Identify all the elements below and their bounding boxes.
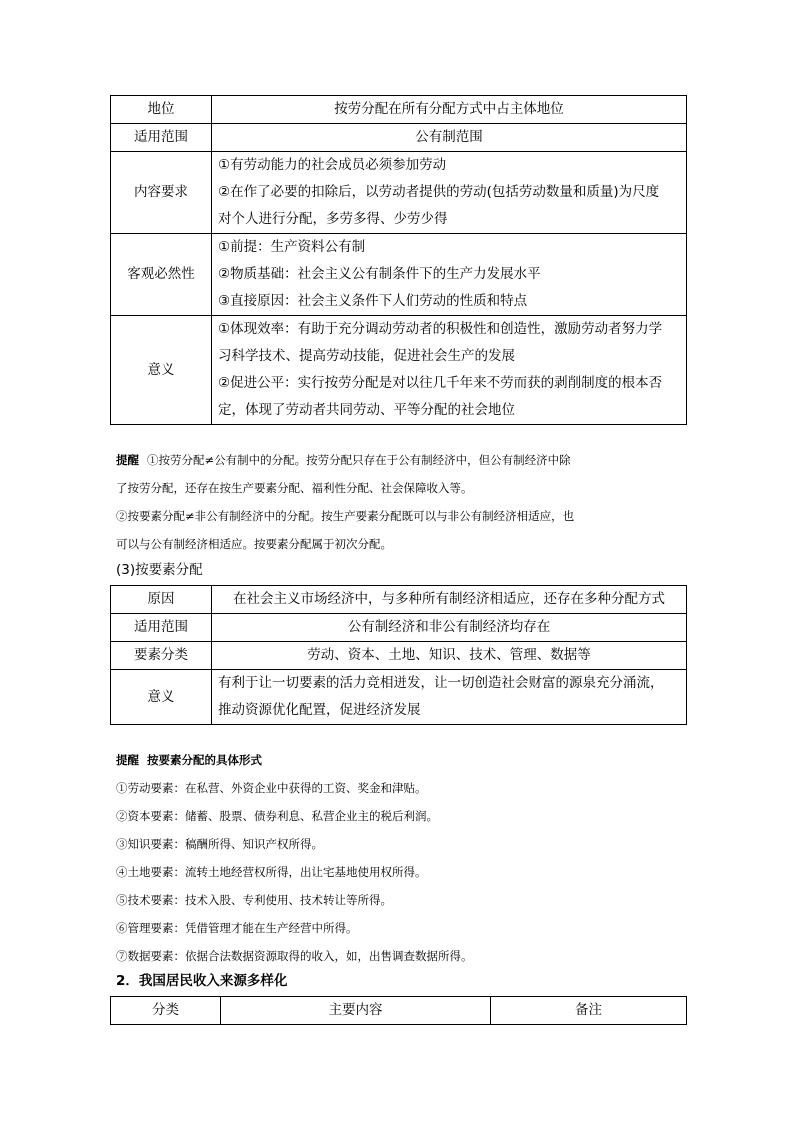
table-row [111,152,687,234]
tip-note-1 [116,446,688,558]
table-row [111,234,687,316]
table-row [111,316,687,425]
tip-line: 可以与公有制经济相适应。按要素分配属于初次分配。 [116,537,392,551]
row-label: 意义 [111,670,212,725]
list-item: ③知识要素：稿酬所得、知识产权所得。 [116,837,323,851]
row-label: 内容要求 [111,152,212,234]
list-item: ④土地要素：流转土地经营权所得，出让宅基地使用权所得。 [116,865,427,879]
section-heading: (3)按要素分配 [116,562,203,578]
list-item: ⑦数据要素：依据合法数据资源取得的收入，如，出售调查数据所得。 [116,949,473,963]
tip-line: 了按劳分配，还存在按生产要素分配、福利性分配、社会保障收入等。 [116,481,473,495]
section-heading: 2．我国居民收入来源多样化 [116,973,288,989]
row-label: 意义 [111,316,212,425]
row-content: 公有制经济和非公有制经济均存在 [212,614,687,642]
table-distribution-by-labor [110,95,687,425]
list-item: ⑥管理要素：凭借管理才能在生产经营中所得。 [116,921,358,935]
row-content: 劳动、资本、土地、知识、技术、管理、数据等 [212,642,687,670]
table-row [111,614,687,642]
list-item: ②资本要素：储蓄、股票、债券利息、私营企业主的税后利润。 [116,809,438,823]
table-income-sources [110,996,687,1025]
table-header-row [111,997,687,1025]
row-label: 适用范围 [111,124,212,152]
table-row [111,586,687,614]
column-header: 分类 [111,997,221,1025]
tip-label: 提醒 [116,753,139,767]
row-content: 在社会主义市场经济中，与多种所有制经济相适应，还存在多种分配方式 [212,586,687,614]
column-header: 主要内容 [221,997,491,1025]
column-header: 备注 [491,997,687,1025]
table-row [111,642,687,670]
row-content: 公有制范围 [212,124,687,152]
row-label: 原因 [111,586,212,614]
list-item: ①劳动要素：在私营、外资企业中获得的工资、奖金和津贴。 [116,781,427,795]
row-label: 要素分类 [111,642,212,670]
row-content: ①有劳动能力的社会成员必须参加劳动 ②在作了必要的扣除后，以劳动者提供的劳动(包括劳动数量和质量)为尺度 对个人进行分配，多劳多得、少劳少得 [212,152,687,234]
row-content: ①前提：生产资料公有制 ②物质基础：社会主义公有制条件下的生产力发展水平 ③直接原因：社会主义条件下人们劳动的性质和特点 [212,234,687,316]
row-label: 客观必然性 [111,234,212,316]
table-row [111,670,687,725]
tip-note-2 [116,746,688,970]
table-row [111,124,687,152]
row-label: 地位 [111,96,212,124]
tip-title-line: 提醒 按要素分配的具体形式 [116,753,262,767]
table-distribution-by-factors [110,585,687,725]
row-label: 适用范围 [111,614,212,642]
row-content: 有利于让一切要素的活力竞相迸发，让一切创造社会财富的源泉充分涌流， 推动资源优化配置，促进经济发展 [212,670,687,725]
list-item: ⑤技术要素：技术入股、专利使用、技术转让等所得。 [116,893,392,907]
row-content: ①体现效率：有助于充分调动劳动者的积极性和创造性，激励劳动者努力学 习科学技术、提高劳动技能，促进社会生产的发展 ②促进公平：实行按劳分配是对以往几千年来不劳而获的剥削制度的根本否 定，体现了劳动者共同劳动、平等分配的社会地位 [212,316,687,425]
tip-label: 提醒 [116,453,139,467]
row-content: 按劳分配在所有分配方式中占主体地位 [212,96,687,124]
tip-line: 提醒 ①按劳分配≠公有制中的分配。按劳分配只存在于公有制经济中，但公有制经济中除 [116,453,571,467]
table-row [111,96,687,124]
tip-line: ②按要素分配≠非公有制经济中的分配。按生产要素分配既可以与非公有制经济相适应，也 [116,509,575,523]
